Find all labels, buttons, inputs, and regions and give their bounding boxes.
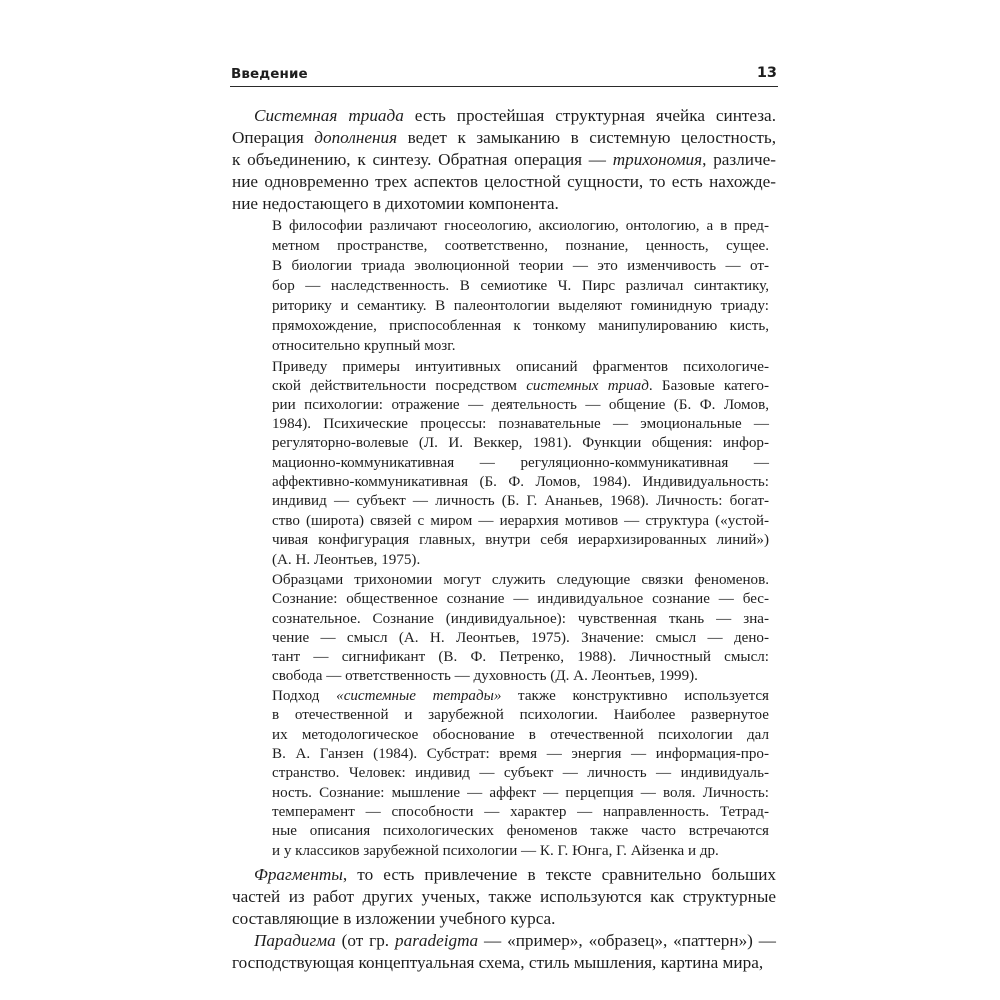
- text-run: чивая конфигурация главных, внутри себя иерархизированных линий»): [272, 532, 769, 548]
- text-line: [232, 908, 776, 930]
- text-line: [254, 105, 776, 127]
- text-run: составляющие в изложении учебного курса.: [232, 909, 556, 928]
- text-line: [254, 930, 776, 952]
- text-run: риторику и семантику. В палеонтологии выделяют гоминидную триаду:: [272, 298, 769, 314]
- text-run: , различе-: [702, 150, 776, 169]
- text-run: бор — наследственность. В семиотике Ч. Пирс различал синтактику,: [272, 278, 769, 294]
- quote-line: [272, 377, 769, 396]
- quote-line: [272, 571, 769, 590]
- quote-line: [272, 629, 769, 648]
- text-run: ской действительности посредством: [272, 378, 527, 394]
- text-run: аффективно-коммуникативная (Б. Ф. Ломов, 1984). Индивидуальность:: [272, 474, 769, 490]
- quote-line: [272, 512, 769, 531]
- text-run: (А. Н. Леонтьев, 1975).: [272, 552, 421, 568]
- quote-line: [272, 277, 769, 296]
- quote-line: [272, 358, 769, 377]
- quote-line: [272, 610, 769, 629]
- text-run: ние одновременно трех аспектов целостной сущности, то есть нахожде-: [232, 172, 776, 191]
- text-run: регуляторно-волевые (Л. И. Веккер, 1981). Функции общения: инфор-: [272, 435, 769, 451]
- quote-line: [272, 706, 769, 725]
- text-run: В. А. Ганзен (1984). Субстрат: время — энергия — информация-про-: [272, 746, 769, 762]
- italic-term: Парадигма: [254, 931, 336, 950]
- quote-line: [272, 531, 769, 550]
- text-run: также конструктивно используется: [501, 688, 769, 704]
- italic-term: трихономия: [612, 150, 703, 169]
- text-run: тант — сигнификант (В. Ф. Петренко, 1988). Личностный смысл:: [272, 649, 769, 665]
- section-title: Введение: [231, 66, 308, 82]
- quote-line: [272, 551, 769, 570]
- italic-term: Системная триада: [254, 106, 404, 125]
- italic-term: «системные тетрады»: [336, 688, 502, 704]
- text-run: ные описания психологических феноменов также часто встречаются: [272, 823, 769, 839]
- quote-line: [272, 687, 769, 706]
- text-run: индивид — субъект — личность (Б. Г. Ананьев, 1968). Личность: богат-: [272, 493, 769, 509]
- text-run: ство (широта) связей с миром — иерархия мотивов — структура («устой-: [272, 513, 769, 529]
- text-run: В биологии триада эволюционной теории — это изменчивость — от-: [272, 258, 769, 274]
- text-run: темперамент — способности — характер — направленность. Тетрад-: [272, 804, 769, 820]
- quote-line: [272, 590, 769, 609]
- text-run: свобода — ответственность — духовность (Д. А. Леонтьев, 1999).: [272, 668, 698, 684]
- text-run: относительно крупный мозг.: [272, 338, 456, 354]
- text-run: (от гр.: [335, 931, 396, 950]
- text-line: [232, 171, 776, 193]
- quote-line: [272, 473, 769, 492]
- text-line: [232, 149, 776, 171]
- quote-line: [272, 337, 769, 356]
- italic-term: системных триад: [526, 378, 649, 394]
- text-run: господствующая концептуальная схема, стиль мышления, картина мира,: [232, 953, 764, 972]
- text-line: [232, 193, 776, 215]
- quote-line: [272, 297, 769, 316]
- text-run: ность. Сознание: мышление — аффект — перцепция — воля. Личность:: [272, 785, 769, 801]
- text-line: [254, 864, 776, 886]
- text-run: . Базовые катего-: [648, 378, 769, 394]
- text-run: есть простейшая структурная ячейка синтеза.: [403, 106, 776, 125]
- text-run: их методологическое обоснование в отечественной психологии дал: [272, 727, 769, 743]
- quote-line: [272, 317, 769, 336]
- text-run: к объединению, к синтезу. Обратная операция —: [232, 150, 613, 169]
- text-run: В философии различают гносеологию, аксиологию, онтологию, а в пред-: [272, 218, 769, 234]
- italic-term: Фрагменты: [254, 865, 343, 884]
- quote-line: [272, 764, 769, 783]
- quote-line: [272, 667, 769, 686]
- quote-line: [272, 217, 769, 236]
- text-line: [232, 127, 776, 149]
- text-run: 1984). Психические процессы: познавательные — эмоциональные —: [272, 416, 769, 432]
- quote-line: [272, 237, 769, 256]
- text-run: рии психологии: отражение — деятельность — общение (Б. Ф. Ломов,: [272, 397, 769, 413]
- italic-term: дополнения: [314, 128, 398, 147]
- quote-line: [272, 396, 769, 415]
- quote-line: [272, 648, 769, 667]
- text-run: в отечественной и зарубежной психологии. Наиболее развернутое: [272, 707, 769, 723]
- text-run: Операция: [232, 128, 315, 147]
- quote-line: [272, 745, 769, 764]
- quote-line: [272, 434, 769, 453]
- page-number: 13: [756, 65, 777, 81]
- quote-line: [272, 822, 769, 841]
- quote-line: [272, 257, 769, 276]
- quote-line: [272, 726, 769, 745]
- text-line: [232, 886, 776, 908]
- text-run: частей из работ других ученых, также используются как структурные: [232, 887, 776, 906]
- text-run: чение — смысл (А. Н. Леонтьев, 1975). Значение: смысл — дено-: [272, 630, 769, 646]
- text-run: — «пример», «образец», «паттерн») —: [478, 931, 776, 950]
- text-run: мационно-коммуникативная — регуляционно-коммуникативная —: [272, 455, 769, 471]
- text-run: сознательное. Сознание (индивидуальное): чувственная ткань — зна-: [272, 611, 769, 627]
- text-line: [232, 952, 776, 974]
- text-run: Приведу примеры интуитивных описаний фрагментов психологиче-: [272, 359, 769, 375]
- quote-line: [272, 492, 769, 511]
- text-run: ведет к замыканию в системную целостность,: [397, 128, 776, 147]
- quote-line: [272, 784, 769, 803]
- text-run: метном пространстве, соответственно, познание, ценность, сущее.: [272, 238, 769, 254]
- text-run: Подход: [272, 688, 337, 704]
- quote-line: [272, 415, 769, 434]
- quote-line: [272, 803, 769, 822]
- text-run: Сознание: общественное сознание — индивидуальное сознание — бес-: [272, 591, 769, 607]
- quote-line: [272, 454, 769, 473]
- text-run: прямохождение, приспособленная к тонкому манипулированию кисть,: [272, 318, 769, 334]
- text-run: ние недостающего в дихотомии компонента.: [232, 194, 559, 213]
- quote-line: [272, 842, 769, 861]
- text-run: Образцами трихономии могут служить следующие связки феноменов.: [272, 572, 769, 588]
- text-run: странство. Человек: индивид — субъект — личность — индивидуаль-: [272, 765, 769, 781]
- running-header: [230, 66, 778, 87]
- text-run: и у классиков зарубежной психологии — К. Г. Юнга, Г. Айзенка и др.: [272, 843, 719, 859]
- italic-term: paradeigma: [395, 931, 479, 950]
- text-run: , то есть привлечение в тексте сравнительно больших: [342, 865, 776, 884]
